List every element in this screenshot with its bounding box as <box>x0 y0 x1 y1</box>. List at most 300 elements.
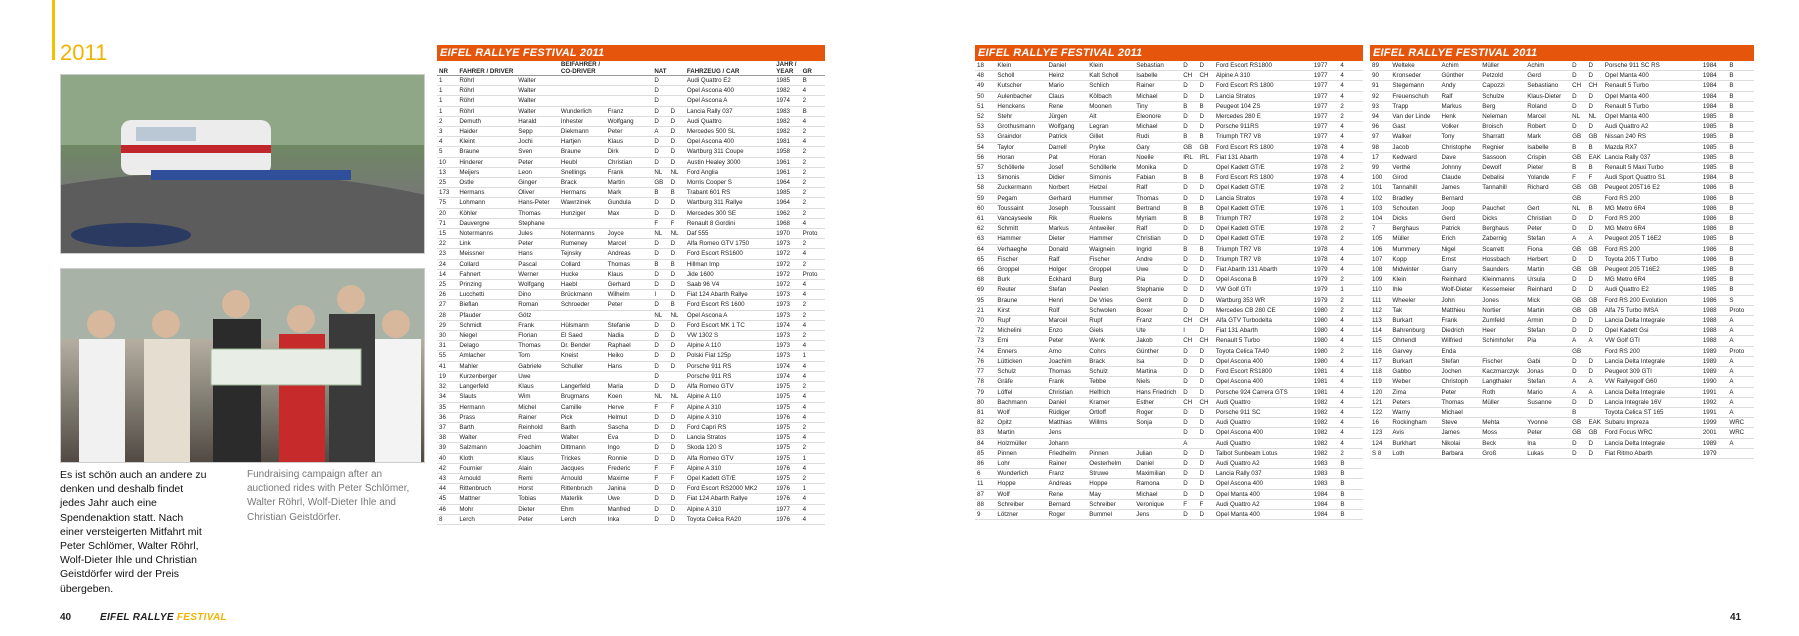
table-cell: D <box>1198 326 1214 336</box>
table-cell: 108 <box>1370 265 1390 275</box>
table-cell: Günther <box>1439 71 1480 81</box>
results-table <box>437 61 825 525</box>
table-cell: CH <box>1198 71 1214 81</box>
table-row <box>975 275 1363 285</box>
table-cell: Wolf <box>995 407 1046 417</box>
table-cell: 1985 <box>1701 265 1728 275</box>
table-cell: Ernst <box>1439 254 1480 264</box>
table-cell: Mehta <box>1480 418 1525 428</box>
table-cell: 49 <box>975 81 995 91</box>
table-cell: Ute <box>1134 326 1181 336</box>
table-cell: D <box>1181 356 1197 366</box>
table-cell: 1977 <box>774 504 800 514</box>
table-cell: Jakob <box>1134 336 1181 346</box>
table-row <box>1370 71 1754 81</box>
table-cell: Opel Ascona 400 <box>1214 356 1312 366</box>
table-cell: 1974 <box>774 361 800 371</box>
table-cell: S 8 <box>1370 448 1390 458</box>
table-cell: D <box>1570 275 1586 285</box>
table-cell: 25 <box>437 178 457 188</box>
table-cell: 1975 <box>774 382 800 392</box>
table-cell: 19 <box>437 371 457 381</box>
table-cell: Audi Quattro E2 <box>1603 285 1701 295</box>
table-cell: Andreas <box>606 249 653 259</box>
table-cell: D <box>652 157 668 167</box>
table-cell: Schreiber <box>1087 499 1134 509</box>
table-cell: Braune <box>995 295 1046 305</box>
table-cell: Antweiler <box>1087 224 1134 234</box>
table-cell: Weber <box>1390 377 1439 387</box>
table-cell: D <box>652 300 668 310</box>
table-cell: 121 <box>1370 397 1390 407</box>
table-cell: 1988 <box>1701 316 1728 326</box>
table-cell: D <box>1570 397 1586 407</box>
table-row <box>975 203 1363 213</box>
table-cell: 1984 <box>1312 489 1339 499</box>
table-cell: Frank <box>1046 377 1087 387</box>
table-cell: 1977 <box>1312 91 1339 101</box>
table-cell: 45 <box>437 494 457 504</box>
table-cell: 1986 <box>1701 224 1728 234</box>
table-cell: 1975 <box>774 473 800 483</box>
table-cell: Waignein <box>1087 244 1134 254</box>
table-cell: Walter <box>457 433 516 443</box>
table-cell: Fiat 131 Abarth <box>1214 326 1312 336</box>
table-cell: GB <box>1570 418 1586 428</box>
table-cell: 2 <box>1338 448 1363 458</box>
table-cell: Groß <box>1480 448 1525 458</box>
table-cell: Wolfgang <box>1046 122 1087 132</box>
table-cell <box>1134 438 1181 448</box>
table-cell: B <box>1727 163 1754 173</box>
table-cell: GB <box>1570 183 1586 193</box>
table-row <box>1370 91 1754 101</box>
table-cell: 1974 <box>774 96 800 106</box>
table-cell: 101 <box>1370 183 1390 193</box>
table-cell: Prass <box>457 412 516 422</box>
table-cell: 1982 <box>1312 407 1339 417</box>
table-row <box>975 122 1363 132</box>
table-cell: 113 <box>1370 316 1390 326</box>
table-cell: Alfa Romeo GTV <box>685 382 774 392</box>
table-cell: D <box>669 453 685 463</box>
table-cell: 62 <box>975 224 995 234</box>
table-cell: Mario <box>1525 387 1570 397</box>
table-row <box>975 265 1363 275</box>
table-cell: 4 <box>1338 71 1363 81</box>
table-cell: Kronseder <box>1390 71 1439 81</box>
caption-english: Fundraising campaign after an auctioned rides with Peter Schlömer, Walter Röhrl, Wolf-Dieter Ihle and Christian Geistdörfer. <box>247 469 410 523</box>
table-cell: 1980 <box>1312 316 1339 326</box>
table-cell: Ford Escort RS 1800 <box>1214 173 1312 183</box>
table-cell: 4 <box>801 514 825 524</box>
table-cell: I <box>1181 326 1197 336</box>
table-cell: Thomas <box>516 341 559 351</box>
table-cell: Graindor <box>995 132 1046 142</box>
table-cell: Joop <box>1439 203 1480 213</box>
table-cell: B <box>1198 244 1214 254</box>
table-cell: 86 <box>975 458 995 468</box>
table-row <box>437 259 825 269</box>
table-cell <box>669 371 685 381</box>
table-cell <box>559 76 606 86</box>
table-cell: 1988 <box>1701 326 1728 336</box>
table-cell: Fiona <box>1525 244 1570 254</box>
table-cell: Alpine A 310 <box>685 412 774 422</box>
table-row <box>975 244 1363 254</box>
table-cell: Lancia Delta Integrale <box>1603 316 1701 326</box>
table-cell: Schulz <box>995 367 1046 377</box>
table-cell: Wartburg 353 WR <box>1214 295 1312 305</box>
table-cell: Ehm <box>559 504 606 514</box>
table-cell: GB <box>1570 305 1586 315</box>
table-cell: CH <box>1181 316 1197 326</box>
table-cell: Mohr <box>457 504 516 514</box>
table-cell: 94 <box>1370 112 1390 122</box>
table-row <box>437 147 825 157</box>
table-cell: 75 <box>437 198 457 208</box>
table-cell: Bertrand <box>1134 203 1181 213</box>
table-cell: Proto <box>1727 346 1754 356</box>
table-cell: Löffel <box>995 387 1046 397</box>
table-cell: Gerhard <box>1046 193 1087 203</box>
table-cell: 83 <box>975 428 995 438</box>
table-cell: B <box>1338 489 1363 499</box>
table-cell: 4 <box>801 433 825 443</box>
table-row <box>437 463 825 473</box>
table-cell: Herbert <box>1525 254 1570 264</box>
table-cell: D <box>1198 81 1214 91</box>
table-cell: 81 <box>975 407 995 417</box>
table-cell <box>669 76 685 86</box>
table-cell: Walter <box>559 433 606 443</box>
table-cell: 53 <box>975 132 995 142</box>
table-cell: F <box>1570 173 1586 183</box>
table-cell: Alpine A 310 <box>685 463 774 473</box>
table-cell: 1973 <box>774 351 800 361</box>
table-cell: 69 <box>975 285 995 295</box>
table-cell: Ford Escort RS 1600 <box>685 300 774 310</box>
table-cell: 1968 <box>774 218 800 228</box>
table-row <box>1370 234 1754 244</box>
table-row <box>1370 377 1754 387</box>
table-cell: 1992 <box>1701 397 1728 407</box>
table-cell: 4 <box>801 137 825 147</box>
table-cell: Gerd <box>1525 71 1570 81</box>
table-cell: Meissner <box>457 249 516 259</box>
table-cell: Dave <box>1439 152 1480 162</box>
table-cell: Haebl <box>559 280 606 290</box>
table-cell: Toyota Celica ST 165 <box>1603 407 1701 417</box>
table-cell: 4 <box>1338 91 1363 101</box>
table-cell: Röhrl <box>457 96 516 106</box>
table-cell: Kramer <box>1087 397 1134 407</box>
table-cell: Marcel <box>606 239 653 249</box>
table-cell: 112 <box>1370 305 1390 315</box>
table-row <box>437 208 825 218</box>
table-cell: F <box>1586 173 1602 183</box>
table-cell: Gerrit <box>1134 295 1181 305</box>
table-cell: Enda <box>1439 346 1480 356</box>
table-cell <box>606 76 653 86</box>
table-cell: Ford Escort RS 1800 <box>1214 81 1312 91</box>
table-cell: 4 <box>437 137 457 147</box>
table-cell: 71 <box>437 218 457 228</box>
table-cell: NL <box>669 167 685 177</box>
table-cell: D <box>669 484 685 494</box>
table-cell: 43 <box>437 473 457 483</box>
table-cell: GB <box>1570 295 1586 305</box>
table-cell: Polski Fiat 125p <box>685 351 774 361</box>
table-row <box>1370 346 1754 356</box>
table-cell: 116 <box>1370 346 1390 356</box>
table-cell: Martin <box>1525 305 1570 315</box>
header-row <box>437 61 825 76</box>
table-cell: D <box>1181 377 1197 387</box>
table-cell: Arnould <box>559 473 606 483</box>
table-cell: Jones <box>1480 295 1525 305</box>
table-row <box>975 438 1363 448</box>
table-cell: GB <box>1570 244 1586 254</box>
table-cell: D <box>1181 458 1197 468</box>
table-cell: D <box>1181 61 1197 71</box>
table-cell: Pfauder <box>457 310 516 320</box>
table-cell: EAK <box>1588 419 1601 427</box>
table-cell: Kneist <box>559 351 606 361</box>
table-cell: Audi Quattro <box>685 116 774 126</box>
table-cell: D <box>1586 316 1602 326</box>
table-cell: Walter <box>516 96 559 106</box>
table-cell: 4 <box>1338 387 1363 397</box>
table-row <box>975 193 1363 203</box>
table-cell: D <box>652 484 668 494</box>
table-cell: D <box>1586 285 1602 295</box>
table-row <box>975 163 1363 173</box>
table-cell: 72 <box>975 326 995 336</box>
table-cell: Groppel <box>1087 265 1134 275</box>
table-cell: Braune <box>559 147 606 157</box>
table-cell: 1975 <box>774 443 800 453</box>
table-cell: NL <box>669 229 685 239</box>
table-cell: VW Golf GTI <box>1603 336 1701 346</box>
table-cell: Schwolen <box>1087 305 1134 315</box>
table-cell: Noelle <box>1134 152 1181 162</box>
table-cell: 4 <box>1338 122 1363 132</box>
table-cell: Mercedes CB 280 CE <box>1214 305 1312 315</box>
table-cell: 1985 <box>1701 234 1728 244</box>
table-cell: 1982 <box>774 116 800 126</box>
table-cell: 4 <box>1338 61 1363 71</box>
table-cell: Veronique <box>1134 499 1181 509</box>
table-cell: 104 <box>1370 214 1390 224</box>
table-cell: Peugeot 309 GTI <box>1603 367 1701 377</box>
table-cell: 1978 <box>1312 183 1339 193</box>
table-cell: D <box>652 116 668 126</box>
table-cell: Ralf <box>1439 91 1480 101</box>
table-cell: Mario <box>1046 81 1087 91</box>
table-cell: Wenk <box>1087 336 1134 346</box>
table-cell: Peugeot 205 T16E2 <box>1603 265 1701 275</box>
table-cell: 1976 <box>774 514 800 524</box>
table-cell: Tannahill <box>1480 183 1525 193</box>
table-cell: B <box>1198 214 1214 224</box>
table-cell: Fiat 131 Abarth <box>1214 152 1312 162</box>
table-cell: Opel Kadett GT/E <box>1214 234 1312 244</box>
table-cell: D <box>669 361 685 371</box>
table-cell: Herve <box>606 402 653 412</box>
table-row <box>437 188 825 198</box>
table-cell: 2 <box>801 96 825 106</box>
table-cell: B <box>1727 275 1754 285</box>
table-row <box>437 310 825 320</box>
table-cell: D <box>1181 428 1197 438</box>
table-cell: D <box>1586 367 1602 377</box>
table-row <box>437 218 825 228</box>
table-cell: 1976 <box>774 412 800 422</box>
table-cell: 29 <box>437 320 457 330</box>
table-row <box>975 458 1363 468</box>
table-cell: Hermann <box>457 402 516 412</box>
table-cell: Esther <box>1134 397 1181 407</box>
table-cell: 1985 <box>774 188 800 198</box>
table-cell: 1978 <box>1312 224 1339 234</box>
table-cell: A <box>1727 407 1754 417</box>
table-cell: 52 <box>975 112 995 122</box>
table-cell: D <box>1181 254 1197 264</box>
table-cell: VW Golf GTI <box>1214 285 1312 295</box>
table-cell: Walter <box>516 86 559 96</box>
table-cell: B <box>801 106 825 116</box>
table-cell: F <box>1198 499 1214 509</box>
table-cell: Brack <box>559 178 606 188</box>
table-row <box>437 269 825 279</box>
table-cell: Zumfeld <box>1480 316 1525 326</box>
table-cell: 1978 <box>1312 234 1339 244</box>
table-cell: 91 <box>1370 81 1390 91</box>
table-cell: D <box>1181 407 1197 417</box>
table-cell: Heiko <box>606 351 653 361</box>
table-cell: Leon <box>516 167 559 177</box>
table-cell: 39 <box>437 443 457 453</box>
table-cell: Peter <box>1439 387 1480 397</box>
column-header <box>669 61 685 76</box>
table-cell: Kutscher <box>995 81 1046 91</box>
table-cell: Isa <box>1134 356 1181 366</box>
table-cell: Wunderlich <box>995 469 1046 479</box>
table-cell: 2 <box>801 208 825 218</box>
table-cell: Trapp <box>1390 101 1439 111</box>
table-row <box>437 249 825 259</box>
table-cell: B <box>1181 214 1197 224</box>
results-table-2 <box>975 45 1363 520</box>
table-cell: Fred <box>516 433 559 443</box>
table-cell: Garvey <box>1390 346 1439 356</box>
table-cell: Materlik <box>559 494 606 504</box>
table-cell: Gary <box>1134 142 1181 152</box>
table-row <box>975 91 1363 101</box>
table-cell: Rupf <box>995 316 1046 326</box>
table-cell: D <box>669 147 685 157</box>
table-cell: Toyota Celica TA40 <box>1214 346 1312 356</box>
table-cell: Uwe <box>516 371 559 381</box>
table-cell: Michael <box>1134 489 1181 499</box>
table-cell: Audi Sport Quattro S1 <box>1603 173 1701 183</box>
table-cell: Joachim <box>516 443 559 453</box>
table-cell: D <box>1198 428 1214 438</box>
table-cell: D <box>1586 254 1602 264</box>
table-cell: Stefan <box>1439 356 1480 366</box>
table-cell: B <box>1570 407 1586 417</box>
table-cell: Opel Manta 400 <box>1603 112 1701 122</box>
table-cell: Yvonne <box>1525 418 1570 428</box>
table-cell: Collard <box>559 259 606 269</box>
table-cell: B <box>1586 163 1602 173</box>
table-cell: Kopp <box>1390 254 1439 264</box>
table-cell: A <box>652 127 668 137</box>
table-cell: Scholl <box>995 71 1046 81</box>
table-cell: 4 <box>1338 377 1363 387</box>
table-cell: NL <box>652 167 668 177</box>
table-cell: B <box>1338 469 1363 479</box>
table-row <box>437 167 825 177</box>
table-cell: Barth <box>457 422 516 432</box>
table-cell: MG Metro 6R4 <box>1603 275 1701 285</box>
table-cell: 1984 <box>1701 173 1728 183</box>
table-cell: GB <box>1586 295 1602 305</box>
table-cell: Pegam <box>995 193 1046 203</box>
table-cell: Peelen <box>1087 285 1134 295</box>
table-cell: Audi Quattro <box>1214 438 1312 448</box>
table-cell: D <box>652 96 668 106</box>
table-cell: 1983 <box>1312 458 1339 468</box>
table-cell: 4 <box>801 86 825 96</box>
table-cell: 53 <box>975 122 995 132</box>
table-cell: D <box>669 137 685 147</box>
table-cell: 51 <box>975 101 995 111</box>
table-cell: Reinhard <box>1439 275 1480 285</box>
table-title: EIFEL RALLYE FESTIVAL 2011 <box>437 45 825 61</box>
brand-part1: EIFEL RALLYE <box>100 612 177 623</box>
table-cell: 4 <box>1338 407 1363 417</box>
table-cell: Ford RS 200 <box>1603 244 1701 254</box>
table-cell: D <box>669 320 685 330</box>
table-row <box>975 469 1363 479</box>
table-cell: Aulenbacher <box>995 91 1046 101</box>
table-cell: Dicks <box>1480 214 1525 224</box>
table-row <box>437 494 825 504</box>
table-cell <box>1134 428 1181 438</box>
table-cell: 4 <box>1338 265 1363 275</box>
table-cell: Alpine A 110 <box>685 392 774 402</box>
table-row <box>437 320 825 330</box>
table-cell: GB <box>1198 142 1214 152</box>
table-cell: 4 <box>1338 418 1363 428</box>
table-cell: A <box>1727 367 1754 377</box>
table-cell: B <box>1727 244 1754 254</box>
table-cell: Ford RS 200 <box>1603 214 1701 224</box>
table-cell: Peters <box>1390 397 1439 407</box>
table-cell: D <box>1198 61 1214 71</box>
table-cell: Jacques <box>559 463 606 473</box>
table-cell: GB <box>1586 428 1602 438</box>
table-cell: 4 <box>1338 336 1363 346</box>
table-cell: D <box>1181 469 1197 479</box>
table-cell: Opel Manta 400 <box>1214 489 1312 499</box>
table-cell: 1 <box>1338 285 1363 295</box>
table-cell: B <box>1727 112 1754 122</box>
table-cell: 61 <box>975 214 995 224</box>
table-row <box>975 61 1363 71</box>
